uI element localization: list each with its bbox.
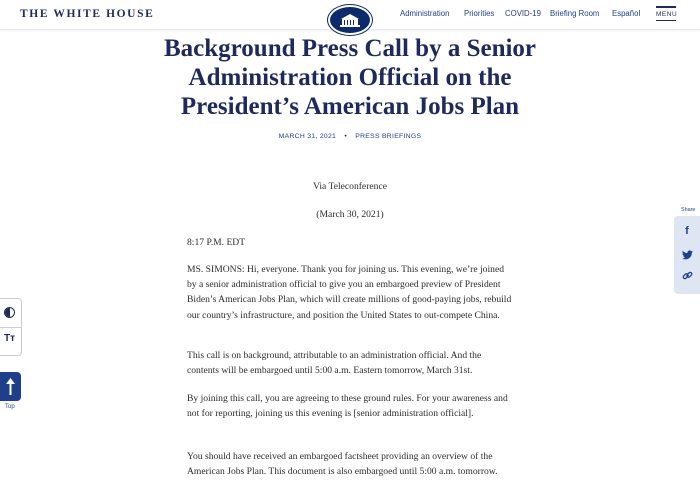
menu-bar-icon [656,6,676,8]
paragraph-1: MS. SIMONS: Hi, everyone. Thank you for joining us. This evening, we’re joined by a senior administration official to give you an embargoed preview of President Biden’s American Jobs Plan, which will create millions of good-paying jobs, rebuild our country’s infrastructure, and position the United States to out-compete China. [187,264,512,321]
site-name-link[interactable]: THE WHITE HOUSE [20,8,155,20]
article-meta [200,133,500,140]
twitter-icon[interactable] [680,247,694,261]
accessibility-controls [0,298,22,356]
contrast-icon[interactable] [4,307,15,318]
facebook-icon[interactable]: f [685,225,689,237]
page-title: Background Press Call by a Senior Administration Official on the President’s American Jobs Plan [163,35,537,120]
call-date-line: (March 30, 2021) [316,209,384,220]
nav-briefing-room[interactable]: Briefing Room [550,9,600,18]
top-label[interactable]: Top [5,404,15,410]
text-size-icon[interactable]: Tт [4,333,16,344]
nav-priorities[interactable]: Priorities [464,9,495,18]
menu-bar-icon [656,20,676,22]
article-date: MARCH 31, 2021 [278,133,337,140]
nav-administration[interactable]: Administration [400,9,450,18]
share-panel [674,216,700,294]
time-line: 8:17 P.M. EDT [187,237,246,248]
share-label: Share [681,207,696,213]
menu-label: MENU [656,10,678,18]
meta-separator: • [344,133,348,140]
menu-button[interactable] [656,6,678,24]
paragraph-4: You should have received an embargoed factsheet providing an overview of the American Jobs Plan. This document is also embargoed until 5:00 a.m. tomorrow. [187,451,498,478]
divider [0,327,21,328]
paragraph-3: By joining this call, you are agreeing to these ground rules. For your awareness and not for reporting, joining us this evening is [senior administration official]. [187,393,508,420]
category-link[interactable]: PRESS BRIEFINGS [355,133,422,140]
back-to-top-button[interactable] [0,372,21,401]
location-line: Via Teleconference [313,181,387,192]
white-house-seal[interactable] [328,5,372,35]
nav-covid-19[interactable]: COVID-19 [505,9,541,18]
nav-espanol[interactable]: Español [612,9,641,18]
link-icon[interactable] [680,268,694,282]
paragraph-2: This call is on background, attributable to an administration official. And the contents will be embargoed until 5:00 a.m. Eastern tomorrow, March 31st. [187,350,482,377]
